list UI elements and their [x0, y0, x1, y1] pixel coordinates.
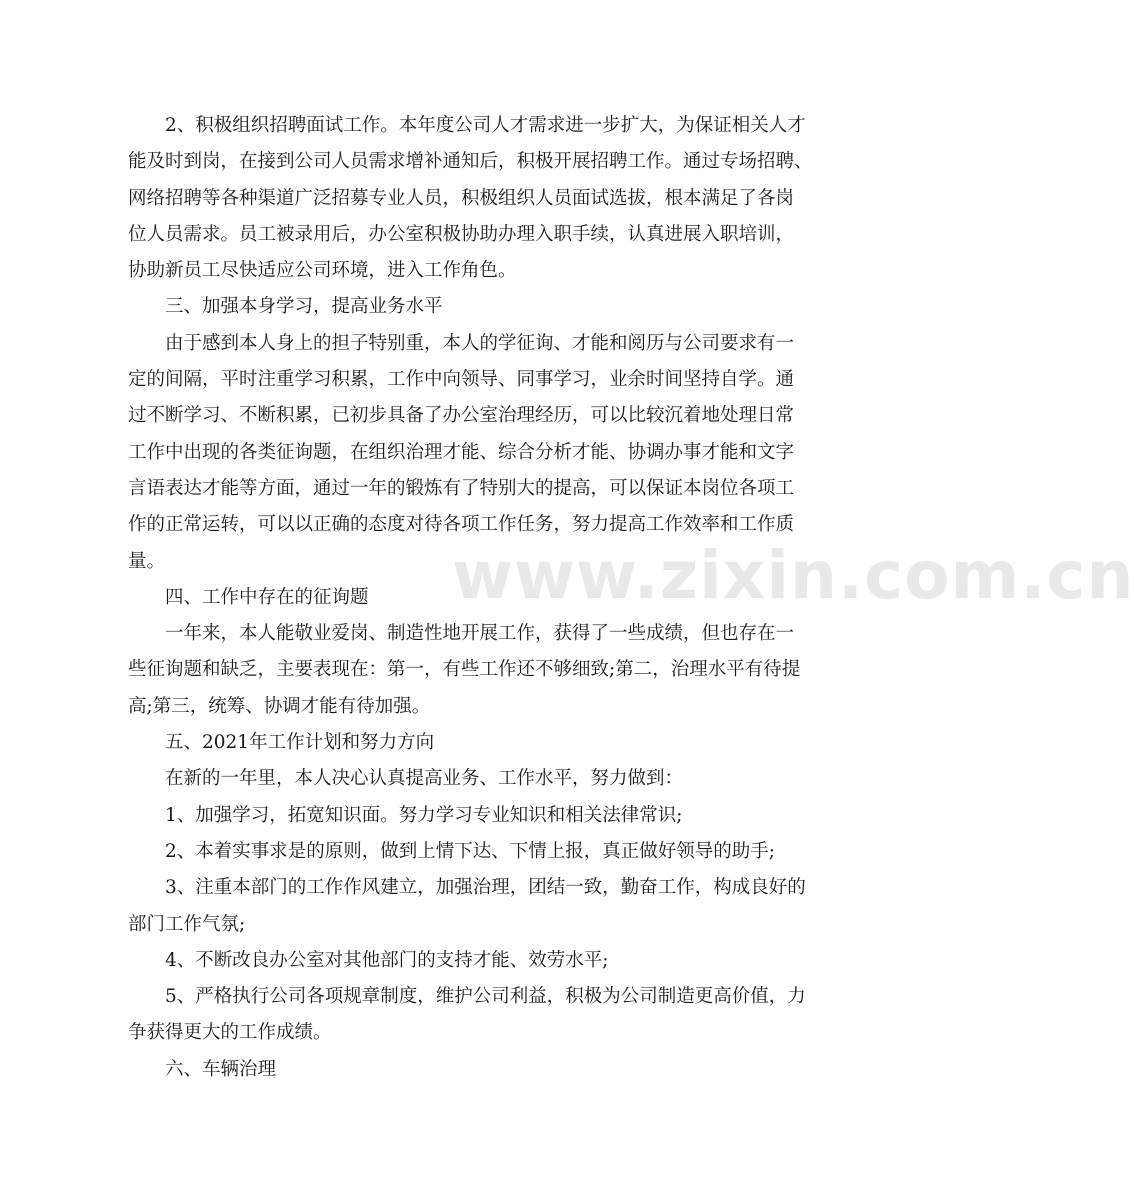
text-line: 些征询题和缺乏，主要表现在：第一，有些工作还不够细致;第二，治理水平有待提	[128, 659, 801, 681]
text-line: 量。	[128, 550, 166, 572]
section-heading: 六、车辆治理	[165, 1058, 277, 1080]
list-item: 5、严格执行公司各项规章制度，维护公司利益，积极为公司制造更高价值，力	[165, 986, 806, 1008]
list-item: 2、本着实事求是的原则，做到上情下达、下情上报，真正做好领导的助手;	[165, 840, 776, 862]
section-heading: 五、2021年工作计划和努力方向	[165, 732, 435, 754]
text-line: 在新的一年里，本人决心认真提高业务、工作水平，努力做到：	[165, 768, 684, 790]
text-line: 言语表达才能等方面，通过一年的锻炼有了特别大的提高，可以保证本岗位各项工	[128, 477, 795, 499]
list-item: 4、不断改良办公室对其他部门的支持才能、效劳水平;	[165, 949, 609, 971]
text-line: 作的正常运转，可以以正确的态度对待各项工作任务，努力提高工作效率和工作质	[128, 514, 795, 536]
text-line: 网络招聘等各种渠道广泛招募专业人员，积极组织人员面试选拔，根本满足了各岗	[128, 187, 795, 209]
text-line: 能及时到岗，在接到公司人员需求增补通知后，积极开展招聘工作。通过专场招聘、	[128, 151, 813, 173]
text-line: 部门工作气氛;	[128, 913, 246, 935]
text-line: 由于感到本人身上的担子特别重，本人的学征询、才能和阅历与公司要求有一	[165, 332, 795, 354]
text-line: 高;第三，统筹、协调才能有待加强。	[128, 695, 431, 717]
text-line: 位人员需求。员工被录用后，办公室积极协助办理入职手续，认真进展入职培训，	[128, 223, 795, 245]
section-heading: 三、加强本身学习，提高业务水平	[165, 296, 443, 318]
text-line: 工作中出现的各类征询题，在组织治理才能、综合分析才能、协调办事才能和文字	[128, 441, 795, 463]
text-line: 过不断学习、不断积累，已初步具备了办公室治理经历，可以比较沉着地处理日常	[128, 405, 795, 427]
list-item: 3、注重本部门的工作作风建立，加强治理，团结一致，勤奋工作，构成良好的	[165, 877, 806, 899]
list-item: 1、加强学习，拓宽知识面。努力学习专业知识和相关法律常识;	[165, 804, 683, 826]
text-line: 定的间隔，平时注重学习积累，工作中向领导、同事学习，业余时间坚持自学。通	[128, 369, 795, 391]
text-line: 争获得更大的工作成绩。	[128, 1022, 332, 1044]
text-line: 一年来，本人能敬业爱岗、制造性地开展工作，获得了一些成绩，但也存在一	[165, 623, 795, 645]
text-line: 协助新员工尽快适应公司环境，进入工作角色。	[128, 260, 517, 282]
text-line: 2、积极组织招聘面试工作。本年度公司人才需求进一步扩大，为保证相关人才	[165, 115, 806, 136]
watermark-text: www.zixin.com.cn	[452, 537, 1134, 614]
section-heading: 四、工作中存在的征询题	[165, 586, 369, 608]
